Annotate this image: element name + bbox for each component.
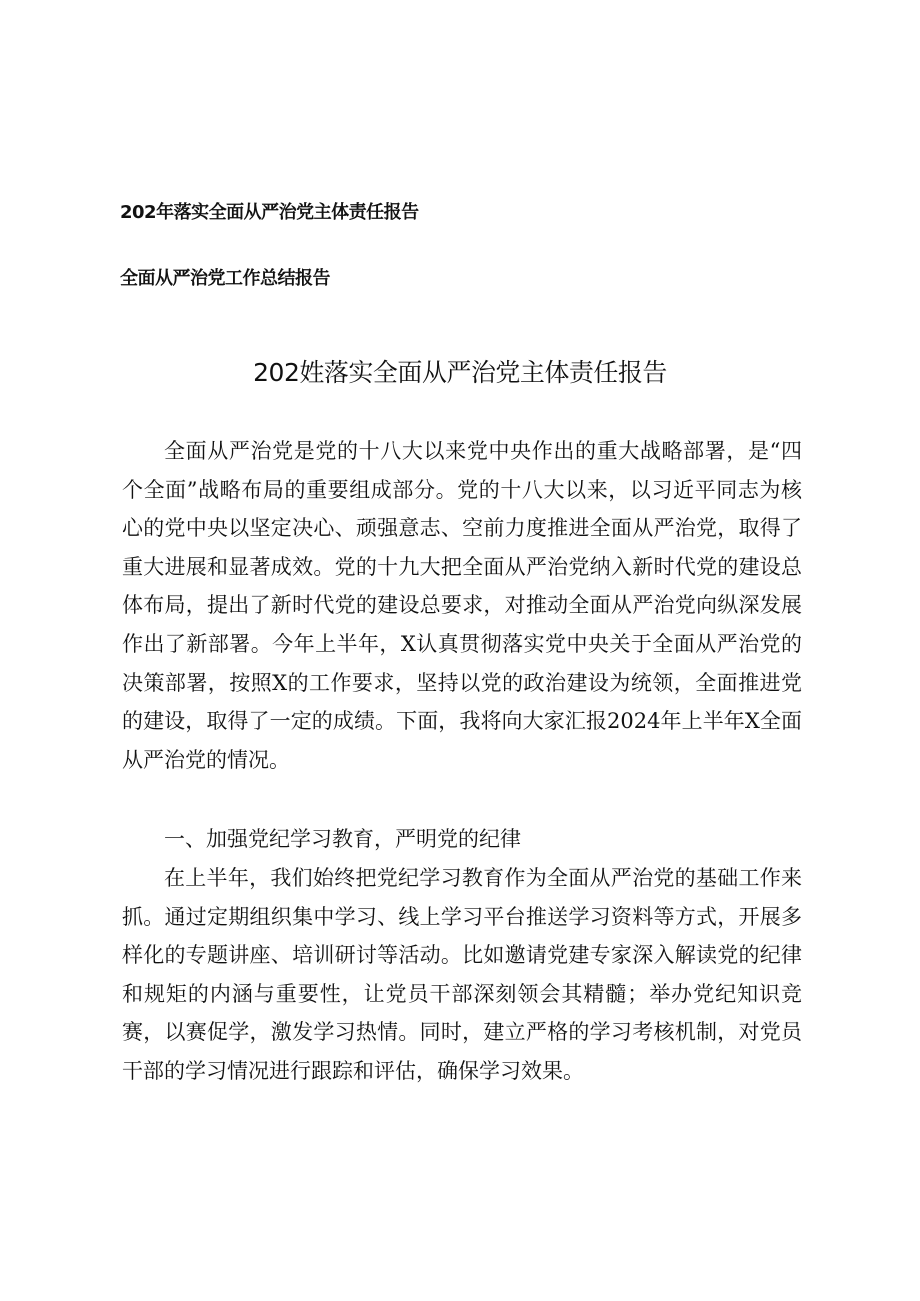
toc-heading-1: 202年落实全面从严治党主体责任报告	[120, 202, 419, 223]
intro-paragraph: 全面从严治党是党的十八大以来党中央作出的重大战略部署，是“四个全面”战略布局的重要组成部分。党的十八大以来，以习近平同志为核心的党中央以坚定决心、顽强意志、空前力度推进全面从严治党，取得了重大进展和显著成效。党的十九大把全面从严治党纳入新时代党的建设总体布局，提出了新时代党的建设总要求，对推动全面从严治党向纵深发展作出了新部署。今年上半年，X认真贯彻落实党中央关于全面从严治党的决策部署，按照X的工作要求，坚持以党的政治建设为统领，全面推进党的建设，取得了一定的成绩。下面，我将向大家汇报2024年上半年X全面从严治党的情况。	[122, 439, 802, 772]
toc-heading-2: 全面从严治党工作总结报告	[120, 268, 330, 289]
section-heading: 一、加强党纪学习教育，严明党的纪律	[164, 827, 521, 851]
body-paragraph: 在上半年，我们始终把党纪学习教育作为全面从严治党的基础工作来抓。通过定期组织集中学习、线上学习平台推送学习资料等方式，开展多样化的专题讲座、培训研讨等活动。比如邀请党建专家深入解读党的纪律和规矩的内涵与重要性，让党员干部深刻领会其精髓；举办党纪知识竞赛，以赛促学，激发学习热情。同时，建立严格的学习考核机制，对党员干部的学习情况进行跟踪和评估，确保学习效果。	[122, 866, 802, 1083]
document-title: 202姓落实全面从严治党主体责任报告	[253, 357, 667, 387]
